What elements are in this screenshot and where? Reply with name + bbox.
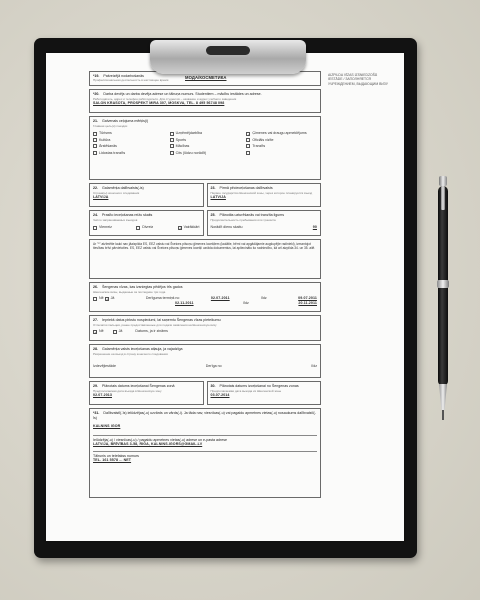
checkbox-yes — [113, 330, 117, 334]
employer-value: SALON KRASOTA, PROSPEKT MIRA 307, MOSKVA, TEL. 8 495 56748 098 — [93, 101, 225, 106]
checkbox-no — [93, 297, 97, 301]
field-27: 27. Iepriekš datus pirkstu nospiedumi, lai saņemtu Šengenas vīzas pieteikumu Отпечатки пальцев, ранее предоставленные для подачи заявления на Шенгенскую визу ✓ Nē Jā Datums, ja ir zināms — [89, 315, 321, 341]
field-29: 29. Plānotais datums ieceļošanai Šengenas zonā Предполагаемая дата въезда в Шенгенскую зону 02.07.2013 — [89, 381, 204, 405]
pen-clip-bar — [441, 182, 445, 210]
checkbox — [93, 144, 97, 148]
purpose-option: Cits (lūdzu norādīt) — [170, 151, 241, 155]
purpose-options — [93, 131, 317, 155]
checkbox-no: ✓ — [94, 329, 98, 335]
checkbox: ✓ — [247, 131, 251, 137]
destination-value: LATVIJA — [93, 195, 109, 200]
checkbox — [170, 151, 174, 155]
occupation-value: МОДА/КОСМЕТИКА — [185, 75, 227, 80]
official-use-note: AIZPILDA VĪZAS IZSNIEDZOŠĀ IESTĀDE / ЗАПОЛНЯЕТСЯ УЧРЕЖДЕНИЕМ, ВЫДАЮЩИМ ВИЗУ — [328, 73, 388, 86]
checkbox — [93, 138, 97, 142]
entries-option: ✓ Vairākkārt — [178, 225, 200, 231]
exit-date-value: 03.07.2014 — [210, 393, 230, 398]
inviter-address-value: LATVIJA, BRĪVĪBAS 3-58, RIGA, KALNINS.IGORS@GMAIL.LV — [93, 442, 203, 447]
pen-grip — [439, 384, 447, 410]
family-note: Ar "*" atzīmētie lauki nav jāaizpilda ES, EEZ valstu vai Šveices pilsoņu ģimenes locekļiem (laulātie, bērni vai apgādājamie augšupējie radinieki), izmantojot tiesības brīvi pārvietoties. ES, EEZ valstu vai Šveices pilsoņu ģimenes locekļi uzrāda dokumentus, lai apliecinātu šo radniecību, kā arī aizpilda 34. un 35. ailē. — [89, 239, 321, 279]
field-23: 23. Pirmā pēcieceļošanas dalībvalsts Первое государство Шенгенской зоны, через которое планируется въезд LATVIJA — [207, 183, 322, 207]
purpose-option: Tūrisms — [93, 131, 164, 135]
entry-date-value: 02.07.2013 — [93, 393, 112, 398]
entries-option: Vienreiz — [93, 225, 112, 229]
stay-days-value: 90 — [312, 225, 317, 230]
field-19: *19. Pašreizējā nodarbošanās Профессиональная деятельность в настоящее время МОДА/КОСМЕТИКА — [89, 71, 321, 86]
clip-hole — [206, 46, 250, 55]
purpose-option: ✓ Ģimenes vai draugu apmeklējums — [247, 131, 307, 137]
visa-form — [89, 71, 321, 501]
visa-application-sheet — [46, 53, 404, 541]
checkbox — [246, 151, 250, 155]
field-31: *31. Dalībvalstī(-īs) ielūdzējas(-u) uzvārds un vārds(-i). Ja tāda nav, viesnīcas(-u) vai pagaidu apmetnes vietas(-u) nosaukums dalībvalstī(-īs) KALNINS IGOR Ielūdzēja(-u) / viesnīcas(-u) / pagaidu apmetnes vietas(-u) adrese un e-pasta adrese LATVIJA, BRĪVĪBAS 3-58, RIGA, KALNINS.IGORS@GMAIL.LV Tālrunis un telefakss numurs TEL. 161 5578 ... NET — [89, 408, 321, 498]
field-24: 24. Prasīto ieceļošanas reižu skaits Число запрашиваемых въездов Vienreiz Divreiz ✓ Vairākkārt — [89, 210, 204, 236]
first-entry-value: LATVIJA — [210, 195, 226, 200]
checkbox — [170, 138, 174, 142]
checkbox — [93, 226, 97, 230]
inviter-phone-value: TEL. 161 5578 ... NET — [93, 458, 132, 463]
purpose-option — [246, 151, 317, 155]
pen-top — [439, 176, 447, 186]
field-26: 26. Šengenas vīzas, kas izsniegtas pēdējos trīs gados Шенгенские визы, выданные за последние три года Nē ✓ Jā Derīguma termiņš no 02.07.2011 līdz 09.07.2011 02.11.2011 līdz 20.11.2011 — [89, 282, 321, 312]
purpose-option: Lidostas tranzīts — [93, 151, 164, 155]
field-22: 22. Galamērķa dalībvalsts(-is) Страна(ы) конечного следования LATVIJA — [89, 183, 204, 207]
checkbox — [246, 138, 250, 142]
checkbox — [136, 226, 140, 230]
entries-options — [93, 225, 200, 229]
field-25: 25. Plānotās uzturēšanās vai tranzīta ilgums Продолжительность пребывания или транзита Norādīt dienu skaitu 90 — [207, 210, 322, 236]
entries-option: Divreiz — [136, 225, 153, 229]
checkbox — [93, 132, 97, 136]
checkbox — [93, 151, 97, 155]
purpose-option: Mācības — [170, 144, 241, 148]
purpose-option: Sports — [170, 138, 241, 142]
purpose-option: Uzņēmējdarbība — [170, 131, 241, 135]
metal-clip — [150, 40, 306, 74]
field-20: *20. Darba devējs un darba devēja adrese un tālruņa numurs. Studentiem – mācību iestādes un adrese. Работодатель, адрес и телефон работодателя. Для студентов – название и адрес учебного заведения SALON KRASOTA, PROSPEKT MIRA 307, MOSKVA, TEL. 8 495 56748 098 — [89, 89, 321, 113]
pen-ring — [437, 280, 449, 288]
checkbox: ✓ — [178, 225, 182, 231]
inviter-value: KALNINS IGOR — [93, 424, 121, 429]
checkbox — [170, 144, 174, 148]
checkbox — [246, 144, 250, 148]
field-30: 30. Plānotais datums izceļošanai no Šengenas zonas Предполагаемая дата выезда из Шенгенской зоны 03.07.2014 — [207, 381, 322, 405]
purpose-option: Tranzīts — [246, 144, 317, 148]
pen-tip — [442, 410, 444, 420]
field-21: 21. Galvenais ceļojuma mērķis(i) Главная цель(и) поездки Tūrisms Uzņēmējdarbība ✓ Ģimenes vai draugu apmeklējums Kultūra Sports Oficiāls vizīte Ārstēšanās Mācības Tranzīts Lidostas tranzīts Cits (lūdzu norādīt) — [89, 116, 321, 180]
purpose-option: Oficiāls vizīte — [246, 138, 317, 142]
purpose-option: Ārstēšanās — [93, 144, 164, 148]
field-28: 28. Galamērķa valsts ieceļošanas atļauja, ja vajadzīga Разрешение на въезд в страну конечного следования Izdevējiestāde Derīga no līdz — [89, 344, 321, 378]
checkbox — [170, 132, 174, 136]
purpose-option: Kultūra — [93, 138, 164, 142]
checkbox-yes: ✓ — [105, 296, 109, 302]
ballpoint-pen — [436, 176, 450, 422]
